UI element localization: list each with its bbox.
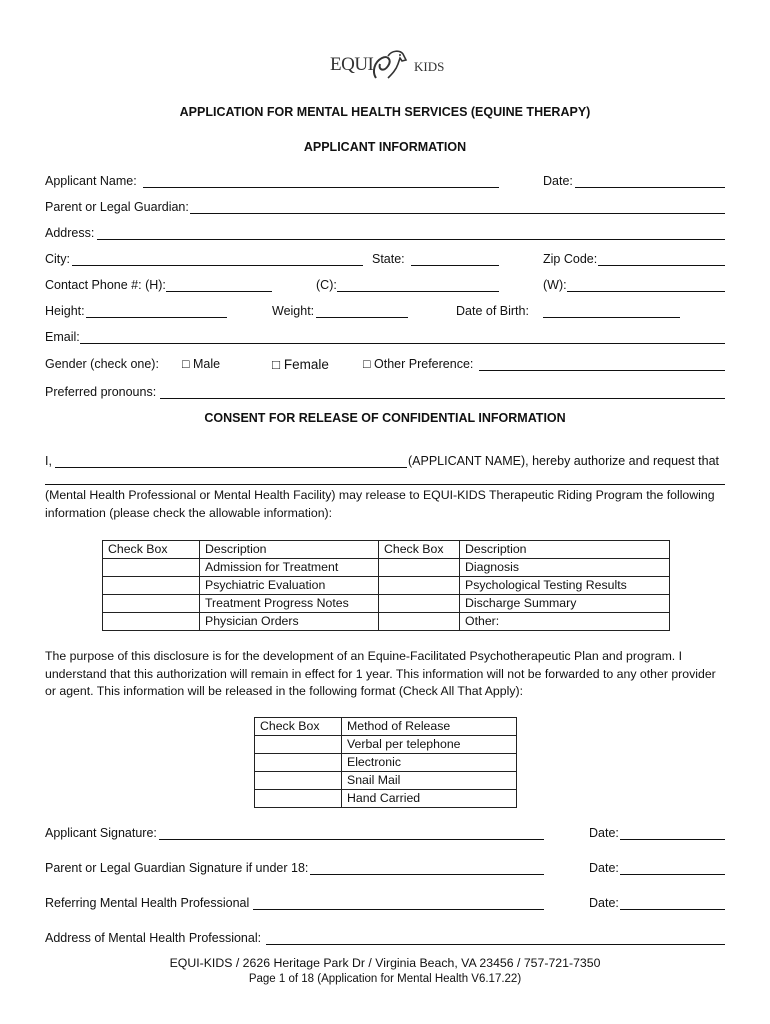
checkbox-cell[interactable] <box>379 613 460 631</box>
table-row <box>255 754 517 772</box>
phone-home-label: Contact Phone #: (H): <box>45 278 166 292</box>
gender-male-checkbox[interactable]: □ Male <box>182 357 221 371</box>
guardian-signature-field[interactable] <box>310 874 544 875</box>
applicant-name-field[interactable] <box>143 187 499 188</box>
zip-label: Zip Code: <box>543 252 598 266</box>
weight-label: Weight: <box>272 304 315 318</box>
table-row <box>103 577 670 595</box>
applicant-signature-date-field[interactable] <box>620 839 725 840</box>
table-header: Description <box>460 541 670 559</box>
method-cell: Electronic <box>342 754 517 772</box>
checkbox-cell[interactable] <box>379 577 460 595</box>
table-row <box>255 790 517 808</box>
email-field[interactable] <box>80 343 725 344</box>
purpose-paragraph: The purpose of this disclosure is for the development of an Equine-Facilitated Psychotherapeutic Plan and program. I understand that this authorization will remain in effect for 1 year. This information will not be forwarded to any other provider or agent. This information will be released in the following format (Check All That Apply): <box>45 649 716 698</box>
consent-applicant-name-field[interactable] <box>55 467 407 468</box>
consent-paragraph: (Mental Health Professional or Mental Health Facility) may release to EQUI-KIDS Therapeutic Riding Program the following information (please check the allowable information): <box>45 488 715 520</box>
method-cell: Snail Mail <box>342 772 517 790</box>
logo-left-text: EQUI <box>330 54 374 75</box>
information-table <box>102 540 670 631</box>
gender-other-checkbox[interactable]: □ Other Preference: <box>363 357 474 371</box>
table-header: Method of Release <box>342 718 517 736</box>
applicant-name-label: Applicant Name: <box>45 174 137 188</box>
description-cell: Admission for Treatment <box>200 559 379 577</box>
phone-work-field[interactable] <box>567 291 725 292</box>
professional-address-field[interactable] <box>266 944 725 945</box>
referring-professional-date-field[interactable] <box>620 909 725 910</box>
table-header: Description <box>200 541 379 559</box>
date-field[interactable] <box>575 187 725 188</box>
city-label: City: <box>45 252 70 266</box>
checkbox-cell[interactable] <box>379 559 460 577</box>
checkbox-cell[interactable] <box>255 772 342 790</box>
table-row <box>103 613 670 631</box>
checkbox-cell[interactable] <box>103 613 200 631</box>
checkbox-cell[interactable] <box>103 577 200 595</box>
description-cell: Treatment Progress Notes <box>200 595 379 613</box>
section-consent: CONSENT FOR RELEASE OF CONFIDENTIAL INFORMATION <box>204 411 566 425</box>
zip-field[interactable] <box>598 265 725 266</box>
description-cell: Physician Orders <box>200 613 379 631</box>
state-label: State: <box>372 252 405 266</box>
consent-i-label: I, <box>45 454 52 468</box>
checkbox-cell[interactable] <box>103 559 200 577</box>
email-label: Email: <box>45 330 80 344</box>
pronouns-label: Preferred pronouns: <box>45 385 157 399</box>
professional-address-label: Address of Mental Health Professional: <box>45 931 262 945</box>
footer-address: EQUI-KIDS / 2626 Heritage Park Dr / Virginia Beach, VA 23456 / 757-721-7350 <box>169 956 601 970</box>
guardian-signature-date-field[interactable] <box>620 874 725 875</box>
method-cell: Hand Carried <box>342 790 517 808</box>
guardian-signature-date-label: Date: <box>589 861 619 875</box>
pronouns-field[interactable] <box>160 398 725 399</box>
dob-field[interactable] <box>543 317 680 318</box>
gender-label: Gender (check one): <box>45 357 159 371</box>
checkbox-cell[interactable] <box>255 754 342 772</box>
guardian-field[interactable] <box>190 213 725 214</box>
gender-other-field[interactable] <box>479 370 725 371</box>
table-header-row <box>255 718 517 736</box>
description-cell: Psychiatric Evaluation <box>200 577 379 595</box>
table-row <box>103 559 670 577</box>
method-cell: Verbal per telephone <box>342 736 517 754</box>
form-title: APPLICATION FOR MENTAL HEALTH SERVICES (EQUINE THERAPY) <box>179 105 591 119</box>
table-row <box>103 595 670 613</box>
height-label: Height: <box>45 304 85 318</box>
horse-logo-icon <box>370 48 410 84</box>
table-row <box>255 736 517 754</box>
description-cell: Discharge Summary <box>460 595 670 613</box>
date-label: Date: <box>543 174 573 188</box>
gender-female-checkbox[interactable]: □ Female <box>272 357 329 372</box>
applicant-signature-label: Applicant Signature: <box>45 826 157 840</box>
checkbox-cell[interactable] <box>255 736 342 754</box>
address-label: Address: <box>45 226 95 240</box>
guardian-label: Parent or Legal Guardian: <box>45 200 189 214</box>
referring-professional-date-label: Date: <box>589 896 619 910</box>
referring-professional-field[interactable] <box>253 909 544 910</box>
release-method-table <box>254 717 517 808</box>
phone-work-label: (W): <box>543 278 567 292</box>
guardian-signature-label: Parent or Legal Guardian Signature if under 18: <box>45 861 309 875</box>
state-field[interactable] <box>411 265 499 266</box>
phone-cell-field[interactable] <box>337 291 499 292</box>
consent-provider-field[interactable] <box>45 484 725 485</box>
equi-kids-logo <box>330 48 445 84</box>
table-row <box>255 772 517 790</box>
address-field[interactable] <box>97 239 725 240</box>
applicant-signature-field[interactable] <box>159 839 544 840</box>
description-cell: Psychological Testing Results <box>460 577 670 595</box>
consent-authorize-text: (APPLICANT NAME), hereby authorize and request that <box>408 454 720 468</box>
table-header: Check Box <box>255 718 342 736</box>
dob-label: Date of Birth: <box>456 304 529 318</box>
phone-home-field[interactable] <box>166 291 272 292</box>
table-header-row <box>103 541 670 559</box>
applicant-signature-date-label: Date: <box>589 826 619 840</box>
checkbox-cell[interactable] <box>103 595 200 613</box>
checkbox-cell[interactable] <box>255 790 342 808</box>
footer-page-number: Page 1 of 18 (Application for Mental Health V6.17.22) <box>248 973 522 985</box>
description-cell: Diagnosis <box>460 559 670 577</box>
checkbox-cell[interactable] <box>379 595 460 613</box>
logo-right-text: KIDS <box>414 59 445 74</box>
city-field[interactable] <box>72 265 363 266</box>
weight-field[interactable] <box>316 317 408 318</box>
phone-cell-label: (C): <box>316 278 337 292</box>
height-field[interactable] <box>86 317 227 318</box>
referring-professional-label: Referring Mental Health Professional <box>45 896 250 910</box>
section-applicant-info: APPLICANT INFORMATION <box>303 140 467 154</box>
description-cell: Other: <box>460 613 670 631</box>
table-header: Check Box <box>103 541 200 559</box>
table-header: Check Box <box>379 541 460 559</box>
